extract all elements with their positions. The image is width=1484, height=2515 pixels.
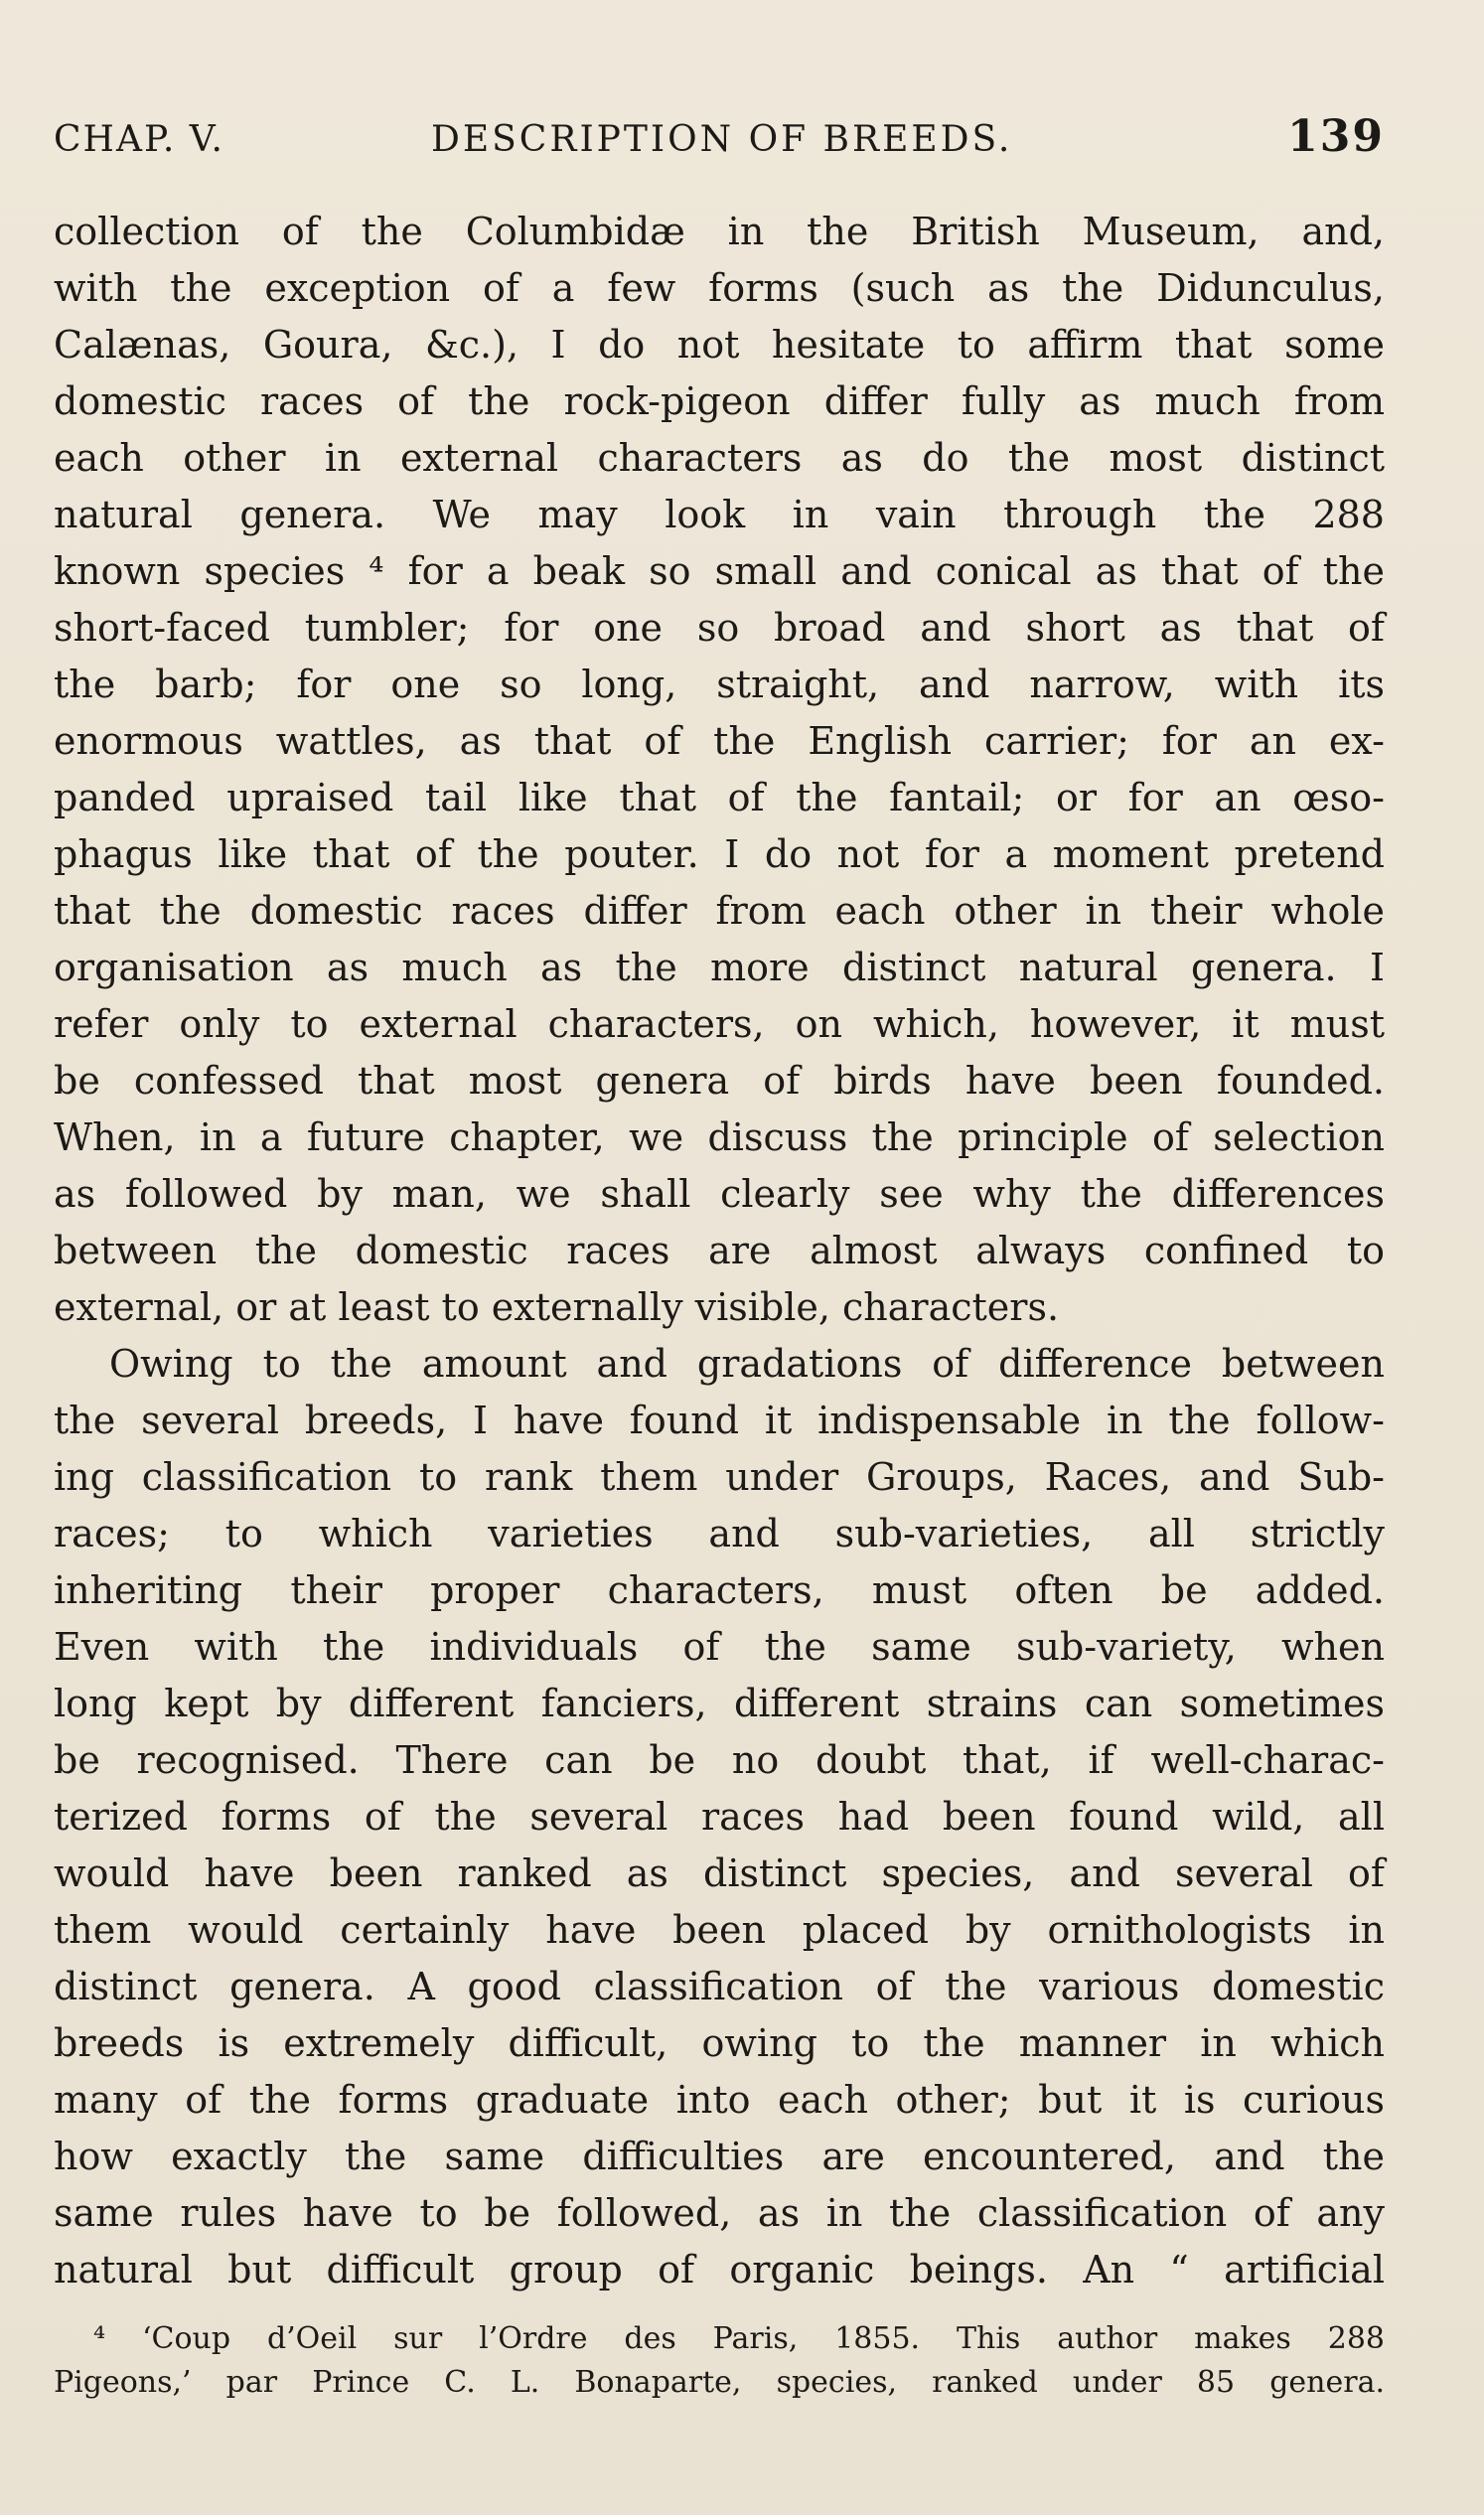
text-line: races; to which varieties and sub-varieties, all strictly [54, 1512, 1385, 1555]
text-line: many of the forms graduate into each other; but it is curious [54, 2078, 1385, 2122]
text-line: organisation as much as the more distinct natural genera. I [54, 946, 1385, 989]
text-line: enormous wattles, as that of the English carrier; for an ex- [54, 719, 1385, 763]
text-line: would have been ranked as distinct species, and several of [54, 1851, 1385, 1895]
text-line: same rules have to be followed, as in the classification of any [54, 2191, 1385, 2235]
page-number: 139 [1287, 111, 1385, 162]
text-line: each other in external characters as do the most distinct [54, 436, 1385, 480]
text-line: domestic races of the rock-pigeon differ fully as much from [54, 379, 1385, 423]
text-line: ing classification to rank them under Groups, Races, and Sub- [54, 1455, 1385, 1499]
text-line: be recognised. There can be no doubt that, if well-charac- [54, 1738, 1385, 1782]
running-header [54, 111, 1385, 171]
text-line: Even with the individuals of the same sub-variety, when [54, 1625, 1385, 1669]
text-line: the several breeds, I have found it indispensable in the follow- [54, 1399, 1385, 1442]
text-line: short-faced tumbler; for one so broad and short as that of [54, 606, 1385, 650]
text-line: natural but difficult group of organic beings. An “ artificial [54, 2248, 1385, 2292]
running-title: DESCRIPTION OF BREEDS. [431, 119, 1013, 160]
text-line: distinct genera. A good classification of the various domestic [54, 1965, 1385, 2008]
footnote-line: ⁴ ‘Coup d’Oeil sur l’Ordre des Paris, 1855. This author makes 288 [93, 2321, 1385, 2356]
footnote-line: Pigeons,’ par Prince C. L. Bonaparte, species, ranked under 85 genera. [54, 2365, 1385, 2400]
text-line: panded upraised tail like that of the fantail; or for an œso- [54, 776, 1385, 819]
text-line: natural genera. We may look in vain through the 288 [54, 493, 1385, 536]
text-line: external, or at least to externally visible, characters. [54, 1285, 1060, 1329]
chapter-label: CHAP. V. [54, 119, 224, 160]
text-line: refer only to external characters, on which, however, it must [54, 1002, 1385, 1046]
body-text [54, 204, 1385, 2298]
text-line: known species ⁴ for a beak so small and conical as that of the [54, 549, 1385, 593]
text-line: be confessed that most genera of birds have been founded. [54, 1059, 1385, 1103]
text-line: as followed by man, we shall clearly see why the differences [54, 1172, 1385, 1216]
text-line: inheriting their proper characters, must often be added. [54, 1568, 1385, 1612]
text-line: terized forms of the several races had been found wild, all [54, 1795, 1385, 1839]
text-line: collection of the Columbidæ in the British Museum, and, [54, 210, 1385, 253]
text-line: that the domestic races differ from each other in their whole [54, 889, 1385, 933]
text-line: long kept by different fanciers, different strains can sometimes [54, 1682, 1385, 1725]
text-line: phagus like that of the pouter. I do not for a moment pretend [54, 832, 1385, 876]
text-line: the barb; for one so long, straight, and narrow, with its [54, 663, 1385, 706]
text-line: Calænas, Goura, &c.), I do not hesitate to affirm that some [54, 323, 1385, 367]
footnote [54, 2317, 1385, 2405]
text-line: how exactly the same difficulties are encountered, and the [54, 2135, 1385, 2178]
paragraph-start-line: Owing to the amount and gradations of difference between [109, 1342, 1385, 1386]
text-line: them would certainly have been placed by ornithologists in [54, 1908, 1385, 1952]
text-line: between the domestic races are almost always confined to [54, 1229, 1385, 1272]
text-line: breeds is extremely difficult, owing to the manner in which [54, 2021, 1385, 2065]
text-line: When, in a future chapter, we discuss the principle of selection [54, 1115, 1385, 1159]
text-line: with the exception of a few forms (such as the Didunculus, [54, 266, 1385, 310]
